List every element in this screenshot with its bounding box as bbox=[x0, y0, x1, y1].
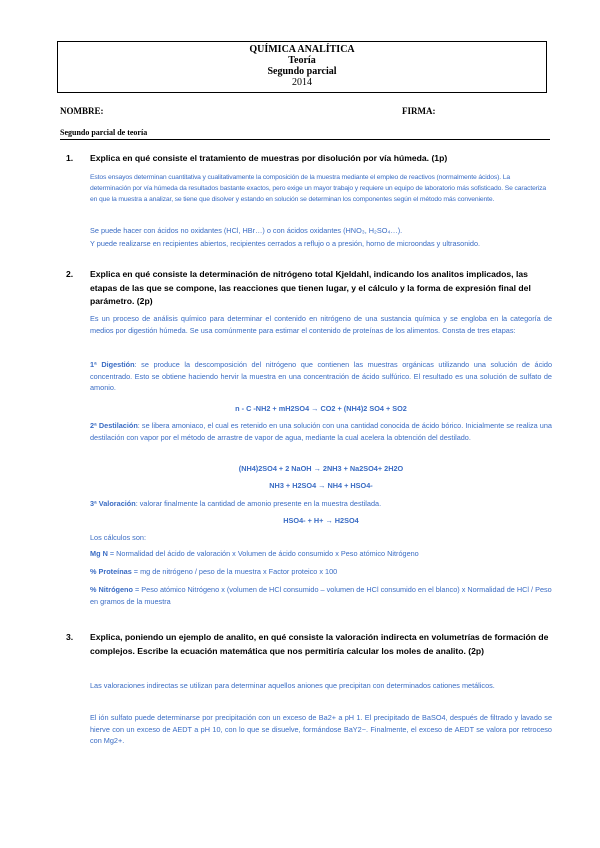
section-title: Segundo parcial de teoría bbox=[60, 128, 550, 140]
valoracion-label: 3ª Valoración bbox=[90, 499, 136, 508]
destilacion-text: : se libera amoniaco, el cual es retenido en una solución con una cantidad conocida de ácido bórico. Inicialmente se realiza una destilación con vapor por el método de arrastre de vapor de agua, mediante la cual acelera la obtención del destilado. bbox=[90, 421, 552, 442]
calc-proteinas-text: = mg de nitrógeno / peso de la muestra x Factor proteico x 100 bbox=[131, 567, 338, 576]
subject-title: QUÍMICA ANALÍTICA bbox=[249, 44, 355, 55]
calc-nitrogeno-text: = Peso atómico Nitrógeno x (volumen de HCl consumido – volumen de HCl consumido en el blanco) x Normalidad de HCl / Peso en gramos de la muestra bbox=[90, 585, 552, 606]
question-text: Explica en qué consiste el tratamiento de muestras por disolución por vía húmeda. (1p) bbox=[90, 153, 448, 163]
reaction-valoracion: HSO4- + H+ → H2SO4 bbox=[283, 516, 359, 525]
exam-type: Teoría bbox=[288, 55, 316, 66]
question-1 bbox=[66, 152, 552, 166]
exam-name: Segundo parcial bbox=[267, 66, 337, 77]
question-number: 3. bbox=[66, 632, 74, 642]
question-text: Explica en qué consiste la determinación de nitrógeno total Kjeldahl, indicando los analitos implicados, las etapas de las que se compone, las reacciones que tienen lugar, y el cálculo y la forma de expresión final del parámetro. (2p) bbox=[90, 269, 531, 306]
exam-year: 2014 bbox=[292, 77, 312, 88]
answer-2-digestion bbox=[90, 359, 552, 394]
calc-nitrogeno bbox=[90, 584, 552, 607]
answer-2-valoracion bbox=[90, 498, 552, 510]
reaction-destilacion-2: NH3 + H2SO4 → NH4 + HSO4- bbox=[269, 481, 373, 490]
destilacion-label: 2ª Destilación bbox=[90, 421, 138, 430]
exam-header-box bbox=[57, 41, 547, 93]
question-number: 1. bbox=[66, 153, 74, 163]
calc-mg-n-text: = Normalidad del ácido de valoración x Volumen de ácido consumido x Peso atómico Nitrógeno bbox=[107, 549, 419, 558]
digestion-label: 1ª Digestión bbox=[90, 360, 135, 369]
calculations-intro: Los cálculos son: bbox=[90, 533, 146, 542]
reaction-digestion: n - C -NH2 + mH2SO4 → CO2 + (NH4)2 SO4 + SO2 bbox=[235, 404, 407, 413]
calc-nitrogeno-label: % Nitrógeno bbox=[90, 585, 133, 594]
name-label: NOMBRE: bbox=[60, 106, 104, 116]
valoracion-text: : valorar finalmente la cantidad de amonio presente en la muestra destilada. bbox=[135, 499, 382, 508]
answer-1-paragraph: Estos ensayos determinan cuantitativa y cualitativamente la composición de la muestra mediante el empleo de reactivos (normalmente ácidos). La determinación por vía húmeda da resultados bastante exactos, pero exige un mayor trabajo y requiere un equipo de laboratorio más sofisticado. Se caracteriza en que la muestra a analizar, se tiene que disolver y estando en solución se determinan los componentes según el método más conveniente. bbox=[90, 174, 547, 203]
answer-3-paragraph-2: El ión sulfato puede determinarse por precipitación con un exceso de Ba2+ a pH 1. El precipitado de BaSO4, después de filtrado y lavado se hierve con un exceso de AEDT a pH 10, con lo que se disuelve, formándose BaY2−. Finalmente, el exceso de AEDT se valora por retroceso con Mg2+. bbox=[90, 713, 552, 745]
signature-label: FIRMA: bbox=[402, 106, 436, 116]
calc-proteinas-label: % Proteínas bbox=[90, 567, 132, 576]
digestion-text: : se produce la descomposición del nitrógeno que contienen las muestras orgánicas utilizando una solución de ácido concentrado. Esto se obtiene haciendo hervir la muestra en una concentración de ácido sulfúrico. El resultado es una solución de sulfato de amonio. bbox=[90, 360, 553, 392]
question-text: Explica, poniendo un ejemplo de analito, en qué consiste la valoración indirecta en volumetrías de formación de complejos. Escribe la ecuación matemática que nos permitiría calcular los moles de analito. (2p) bbox=[90, 632, 549, 656]
answer-1-containers: Y puede realizarse en recipientes abiertos, recipientes cerrados a reflujo o a presión, horno de microondas y ultrasonido. bbox=[90, 239, 481, 248]
question-3 bbox=[66, 631, 552, 658]
answer-1-acids: Se puede hacer con ácidos no oxidantes (HCl, HBr…) o con ácidos oxidantes (HNO₃, H₂SO₄…). bbox=[90, 226, 403, 235]
reaction-destilacion-1: (NH4)2SO4 + 2 NaOH → 2NH3 + Na2SO4+ 2H2O bbox=[238, 464, 404, 473]
answer-2-destilacion bbox=[90, 420, 552, 443]
calc-mg-n-label: Mg N bbox=[90, 549, 108, 558]
answer-2-intro: Es un proceso de análisis químico para determinar el contenido en nitrógeno de una sustancia química y se engloba en la categoría de medios por digestión húmeda. Se usa comúnmente para estimar el contenido de proteínas de los alimentos. Consta de tres etapas: bbox=[90, 314, 552, 335]
calc-mg-n bbox=[90, 548, 552, 560]
question-number: 2. bbox=[66, 269, 74, 279]
answer-3-paragraph-1: Las valoraciones indirectas se utilizan para determinar aquellos aniones que precipitan con determinados cationes metálicos. bbox=[90, 681, 495, 690]
question-2 bbox=[66, 268, 552, 309]
calc-proteinas bbox=[90, 566, 552, 578]
